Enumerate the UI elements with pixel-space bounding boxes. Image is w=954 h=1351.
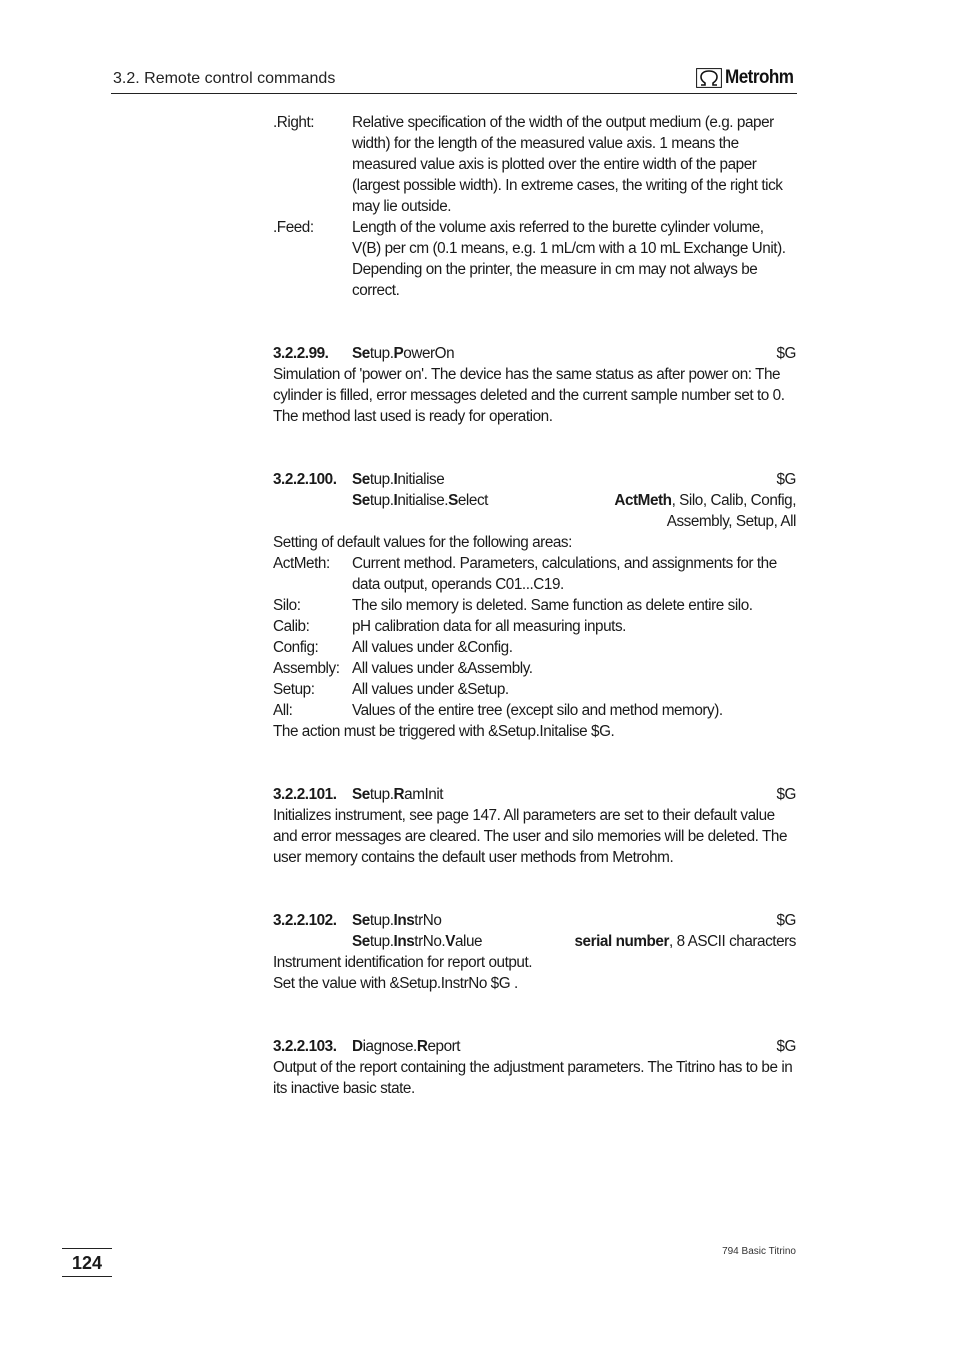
- command-name: Setup.PowerOn: [352, 345, 455, 362]
- command-heading-99: [273, 343, 796, 364]
- command-suffix: $G: [776, 912, 796, 929]
- area-text: All values under &Setup.: [352, 681, 509, 698]
- section-number: 3.2.2.99.: [273, 345, 329, 362]
- command-heading-103: [273, 1036, 796, 1057]
- area-item: [273, 700, 796, 721]
- command-description: Initializes instrument, see page 147. All parameters are set to their default value and error messages are cleared. The user and silo memories will be deleted. The user memory contains the default user methods from Metrohm.: [273, 807, 788, 866]
- command-heading-101: [273, 784, 796, 805]
- area-item: [273, 616, 796, 637]
- area-label: ActMeth:: [273, 555, 330, 572]
- param-label: .Feed:: [273, 219, 314, 236]
- section-number: 3.2.2.100.: [273, 471, 337, 488]
- page-number: 124: [62, 1250, 112, 1277]
- area-label: Config:: [273, 639, 319, 656]
- metrohm-logo: [696, 66, 801, 90]
- command-description: Set the value with &Setup.InstrNo $G .: [273, 975, 518, 992]
- command-name: Diagnose.Report: [352, 1038, 461, 1055]
- section-number: 3.2.2.103.: [273, 1038, 337, 1055]
- param-right: [273, 112, 796, 217]
- param-feed: [273, 217, 796, 301]
- command-suffix: $G: [776, 345, 796, 362]
- area-label: Assembly:: [273, 660, 340, 677]
- area-text: The silo memory is deleted. Same function as delete entire silo.: [352, 597, 753, 614]
- areas-intro: Setting of default values for the following areas:: [273, 534, 572, 551]
- command-description: Output of the report containing the adjustment parameters. The Titrino has to be in its inactive basic state.: [273, 1059, 793, 1097]
- brand-name: Metrohm: [725, 67, 794, 88]
- product-name: 794 Basic Titrino: [722, 1246, 796, 1257]
- command-heading-102: [273, 910, 796, 931]
- area-item: [273, 679, 796, 700]
- param-label: .Right:: [273, 114, 315, 131]
- area-text: Values of the entire tree (except silo and method memory).: [352, 702, 723, 719]
- command-description: Simulation of 'power on'. The device has the same status as after power on: The cylinder is filled, error messages deleted and the current sample number set to 0. The method last used is ready for operation.: [273, 366, 785, 425]
- command-suffix: $G: [776, 786, 796, 803]
- command-subcommand: [273, 490, 796, 532]
- subcommand-name: Setup.Initialise.Select: [352, 492, 488, 509]
- command-suffix: $G: [776, 1038, 796, 1055]
- footer-rule: [62, 1248, 112, 1249]
- area-item: [273, 595, 796, 616]
- command-note: The action must be triggered with &Setup.Initalise $G.: [273, 723, 615, 740]
- header-section-title: 3.2. Remote control commands: [113, 70, 336, 87]
- area-item: [273, 658, 796, 679]
- area-label: Silo:: [273, 597, 301, 614]
- subcommand-name: Setup.InstrNo.Value: [352, 933, 483, 950]
- area-text: All values under &Config.: [352, 639, 513, 656]
- command-description: Instrument identification for report output.: [273, 954, 533, 971]
- omega-logo-icon: [696, 68, 722, 88]
- param-text: Relative specification of the width of the output medium (e.g. paper width) for the length of the measured value axis. 1 means the measured value axis is plotted over the entire width of the paper (largest possible width). In extreme cases, the writing of the right tick may lie outside.: [352, 114, 783, 215]
- area-item: [273, 637, 796, 658]
- header-rule: [111, 93, 797, 94]
- command-name: Setup.InstrNo: [352, 912, 442, 929]
- section-number: 3.2.2.101.: [273, 786, 337, 803]
- command-name: Setup.Initialise: [352, 471, 445, 488]
- section-number: 3.2.2.102.: [273, 912, 337, 929]
- param-text: Length of the volume axis referred to the burette cylinder volume, V(B) per cm (0.1 means, e.g. 1 mL/cm with a 10 mL Exchange Unit). Depending on the printer, the measure in cm may not always be correct.: [352, 219, 786, 299]
- command-suffix: $G: [776, 471, 796, 488]
- area-text: pH calibration data for all measuring inputs.: [352, 618, 626, 635]
- area-text: Current method. Parameters, calculations, and assignments for the data output, operands C01...C19.: [352, 555, 777, 593]
- page-content: [273, 112, 796, 1099]
- subcommand-options: serial number, 8 ASCII characters: [574, 933, 796, 950]
- area-label: Calib:: [273, 618, 310, 635]
- area-label: Setup:: [273, 681, 315, 698]
- area-text: All values under &Assembly.: [352, 660, 533, 677]
- command-heading-100: [273, 469, 796, 490]
- area-label: All:: [273, 702, 293, 719]
- command-name: Setup.RamInit: [352, 786, 444, 803]
- area-item: [273, 553, 796, 595]
- command-subcommand: [273, 931, 796, 952]
- subcommand-options: ActMeth, Silo, Calib, Config, Assembly, Setup, All: [614, 492, 796, 530]
